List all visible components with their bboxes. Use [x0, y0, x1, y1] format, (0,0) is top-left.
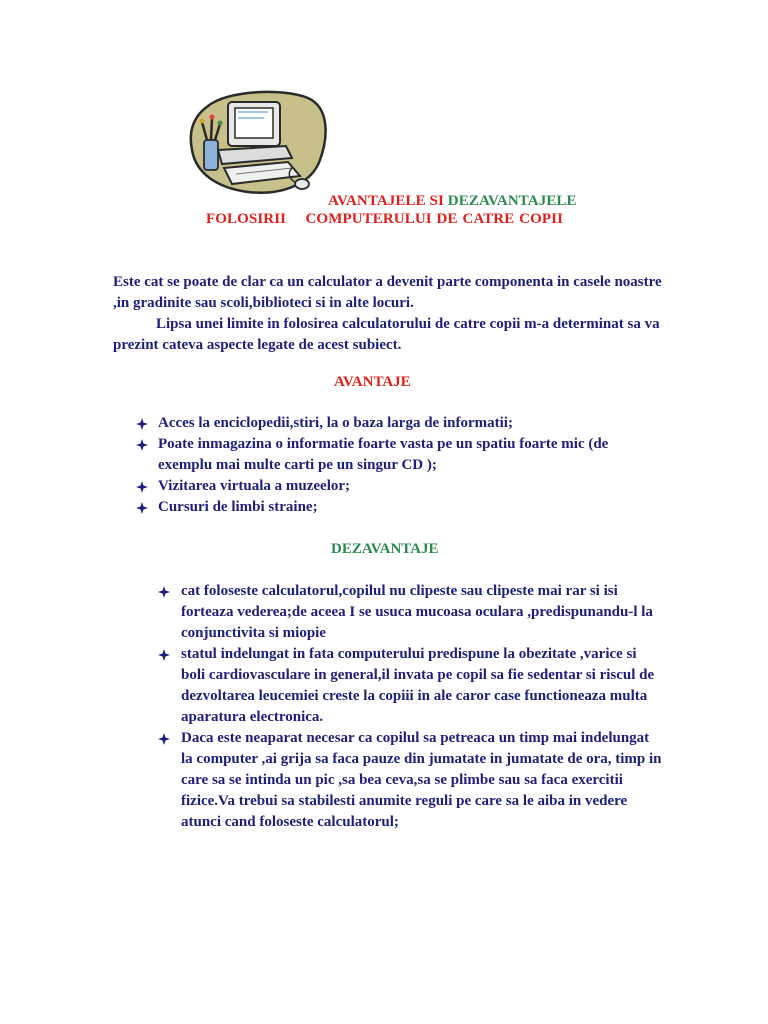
dezavantaje-item-2: statul indelungat in fata computerului predispune la obezitate ,varice si boli cardiovasculare in general,il invata pe copil sa fie sedentar si riscul de dezvoltarea leucemiei creste la copiii in ale caror case functioneaza multa aparatura electronica. — [181, 646, 655, 725]
title-dezavantajele: DEZAVANTAJELE — [447, 193, 577, 209]
diamond-bullet-icon — [136, 502, 148, 514]
list-item — [158, 644, 663, 728]
diamond-bullet-icon — [136, 418, 148, 430]
list-item — [136, 497, 656, 518]
list-item — [158, 581, 663, 644]
dezavantaje-heading: DEZAVANTAJE — [331, 541, 439, 557]
diamond-bullet-icon — [158, 733, 170, 745]
avantaje-list — [136, 413, 656, 518]
dezavantaje-list — [158, 581, 663, 833]
avantaje-item-1: Acces la enciclopedii,stiri, la o baza larga de informatii; — [158, 415, 513, 431]
list-item — [158, 728, 663, 833]
title-computerului: COMPUTERULUI DE CATRE COPII — [305, 211, 564, 227]
dezavantaje-item-1: cat foloseste calculatorul,copilul nu clipeste sau clipeste mai rar si isi forteaza vederea;de aceea I se usuca mucoasa oculara ,predispunandu-l la conjunctivita si miopie — [181, 583, 653, 641]
title-avantajele: AVANTAJELE SI — [328, 193, 444, 209]
intro-paragraph-1: Este cat se poate de clar ca un calculator a devenit parte componenta in casele noastre ,in gradinite sau scoli,biblioteci si in alte locuri. — [113, 274, 662, 311]
computer-clipart — [188, 88, 328, 198]
intro-paragraph-2 — [113, 314, 673, 356]
diamond-bullet-icon — [136, 481, 148, 493]
title-line-2 — [206, 211, 563, 228]
list-item — [136, 413, 656, 434]
avantaje-item-3: Vizitarea virtuala a muzeelor; — [158, 478, 351, 494]
diamond-bullet-icon — [136, 439, 148, 451]
dezavantaje-item-3: Daca este neaparat necesar ca copilul sa petreaca un timp mai indelungat la computer ,ai grija sa faca pauze din jumatate in jumatate de ora, timp in care sa se intinda un pic ,sa bea ceva,sa se plimbe sau sa faca exercitii fizice.Va trebui sa stabilesti anumite reguli pe care sa le aiba in vedere atunci cand foloseste calculatorul; — [181, 730, 662, 830]
list-item — [136, 434, 656, 476]
title-line-1 — [328, 193, 577, 210]
avantaje-item-4: Cursuri de limbi straine; — [158, 499, 318, 515]
diamond-bullet-icon — [158, 649, 170, 661]
avantaje-heading: AVANTAJE — [334, 374, 411, 390]
intro-paragraph-2-text: Lipsa unei limite in folosirea calculatorului de catre copii m-a determinat sa va prezint cateva aspecte legate de acest subiect. — [113, 316, 660, 353]
list-item — [136, 476, 656, 497]
diamond-bullet-icon — [158, 586, 170, 598]
avantaje-item-2: Poate inmagazina o informatie foarte vasta pe un spatiu foarte mic (de exemplu mai multe carti pe un singur CD ); — [158, 436, 609, 473]
title-folosirii: FOLOSIRII — [206, 211, 287, 227]
